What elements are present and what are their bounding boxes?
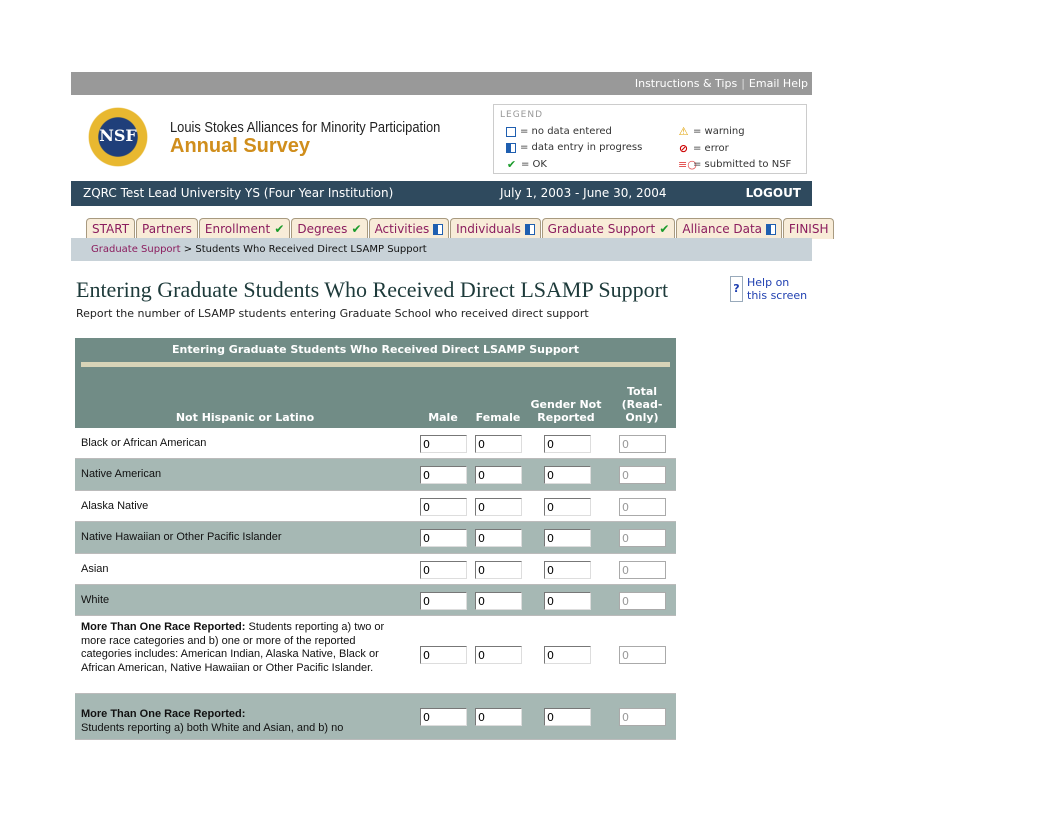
tab-label: FINISH <box>788 222 829 236</box>
breadcrumb-parent-link[interactable]: Graduate Support <box>91 244 181 255</box>
column-header: Total (Read-Only) <box>621 385 663 424</box>
help-link[interactable] <box>730 276 809 302</box>
tab-label: Degrees <box>297 222 348 236</box>
tab-label: Activities <box>374 222 430 236</box>
total-input <box>619 592 666 610</box>
help-icon: ? <box>730 276 743 302</box>
female-input[interactable] <box>475 466 522 484</box>
section-tabs <box>86 218 835 239</box>
male-input[interactable] <box>420 435 467 453</box>
tab-alliance-data[interactable] <box>676 218 781 239</box>
warning-icon: ⚠ <box>678 125 689 138</box>
table-row <box>75 428 676 459</box>
reporting-period: July 1, 2003 - June 30, 2004 <box>500 186 667 200</box>
row-label-text: Alaska Native <box>81 500 149 512</box>
legend-label: = error <box>693 143 729 154</box>
female-input[interactable] <box>475 498 522 516</box>
total-input <box>619 435 666 453</box>
female-input[interactable] <box>475 529 522 547</box>
breadcrumb-current: Students Who Received Direct LSAMP Support <box>195 244 427 255</box>
male-input[interactable] <box>420 646 467 664</box>
male-input[interactable] <box>420 708 467 726</box>
help-label[interactable]: Help on this screen <box>747 276 808 302</box>
female-input[interactable] <box>475 646 522 664</box>
in-progress-icon <box>433 224 443 235</box>
row-label <box>81 500 403 514</box>
total-input <box>619 708 666 726</box>
total-input <box>619 498 666 516</box>
program-title: Louis Stokes Alliances for Minority Participation <box>170 119 441 136</box>
data-table <box>75 338 676 740</box>
row-label-text: Native American <box>81 468 162 480</box>
header <box>71 95 812 181</box>
gender-not-reported-input[interactable] <box>544 466 591 484</box>
empty-box-icon <box>506 127 516 137</box>
half-box-icon <box>506 143 516 153</box>
tab-label: Individuals <box>456 222 521 236</box>
tab-finish[interactable] <box>783 218 835 239</box>
column-header: Female <box>475 411 521 424</box>
legend-label: = submitted to NSF <box>693 159 792 170</box>
gender-not-reported-input[interactable] <box>544 435 591 453</box>
nsf-logo <box>84 103 152 171</box>
tab-enrollment[interactable] <box>199 218 290 239</box>
gender-not-reported-input[interactable] <box>544 592 591 610</box>
institution-bar <box>71 181 812 206</box>
total-input <box>619 466 666 484</box>
table-row <box>75 585 676 616</box>
table-row <box>75 459 676 491</box>
female-input[interactable] <box>475 435 522 453</box>
row-label-text: Students reporting a) both White and Asian, and b) no <box>81 721 344 734</box>
row-label-text: Native Hawaiian or Other Pacific Islander <box>81 531 282 543</box>
survey-title: Annual Survey <box>170 135 311 157</box>
check-icon: ✔ <box>270 222 285 236</box>
row-label <box>81 563 403 577</box>
logo-text: NSF <box>99 126 137 145</box>
in-progress-icon <box>525 224 535 235</box>
row-label-text: Students reporting a) two or more race categories and b) one or more of the reported categories includes: American Indian, Alaska Native, Black or African American, Native Hawaiian or Other Pacific Islander. <box>81 621 385 674</box>
gender-not-reported-input[interactable] <box>544 498 591 516</box>
legend-label: = warning <box>693 126 745 137</box>
row-label <box>81 531 403 545</box>
email-help-link[interactable]: Email Help <box>748 77 808 90</box>
row-label <box>81 594 403 608</box>
in-progress-icon <box>766 224 776 235</box>
legend-label: = data entry in progress <box>520 142 643 153</box>
total-input <box>619 529 666 547</box>
male-input[interactable] <box>420 466 467 484</box>
logout-button[interactable]: LOGOUT <box>745 186 801 200</box>
page-title: Entering Graduate Students Who Received Direct LSAMP Support <box>76 277 669 302</box>
tab-graduate-support[interactable] <box>542 218 676 239</box>
table-row <box>75 554 676 585</box>
tab-label: START <box>92 222 130 236</box>
legend-label: = OK <box>521 159 547 170</box>
row-label-bold: More Than One Race Reported: <box>81 708 246 720</box>
tab-start[interactable] <box>86 218 135 239</box>
gender-not-reported-input[interactable] <box>544 708 591 726</box>
check-icon: ✔ <box>506 158 517 171</box>
total-input <box>619 561 666 579</box>
male-input[interactable] <box>420 561 467 579</box>
male-input[interactable] <box>420 592 467 610</box>
tab-label: Graduate Support <box>547 222 656 236</box>
tab-activities[interactable] <box>369 218 450 239</box>
tab-label: Partners <box>142 222 192 236</box>
table-row <box>75 491 676 522</box>
table-row <box>75 522 676 554</box>
divider: | <box>741 77 745 90</box>
male-input[interactable] <box>420 529 467 547</box>
table-title: Entering Graduate Students Who Received Direct LSAMP Support <box>75 338 676 362</box>
row-label <box>81 621 403 675</box>
row-label <box>81 708 403 735</box>
page-description: Report the number of LSAMP students entering Graduate School who received direct support <box>76 307 589 320</box>
female-input[interactable] <box>475 708 522 726</box>
male-input[interactable] <box>420 498 467 516</box>
female-input[interactable] <box>475 592 522 610</box>
row-label <box>81 468 403 482</box>
female-input[interactable] <box>475 561 522 579</box>
gender-not-reported-input[interactable] <box>544 529 591 547</box>
instructions-link[interactable]: Instructions & Tips <box>634 77 738 90</box>
row-label-text: Asian <box>81 563 109 575</box>
tab-degrees[interactable] <box>291 218 367 239</box>
legend <box>493 104 807 174</box>
table-row <box>75 694 676 740</box>
legend-label: = no data entered <box>520 126 612 137</box>
legend-title: LEGEND <box>500 110 544 120</box>
breadcrumb-separator: > <box>180 244 196 255</box>
top-links-bar <box>71 72 812 95</box>
column-header: Male <box>428 411 458 424</box>
row-label-text: White <box>81 594 110 606</box>
tab-individuals[interactable] <box>450 218 541 239</box>
error-icon: ⊘ <box>678 142 689 155</box>
tab-label: Alliance Data <box>682 222 763 236</box>
gender-not-reported-input[interactable] <box>544 561 591 579</box>
row-label-text: Black or African American <box>81 437 207 449</box>
gender-not-reported-input[interactable] <box>544 646 591 664</box>
table-header <box>75 368 676 428</box>
row-label-bold: More Than One Race Reported: <box>81 621 246 633</box>
check-icon: ✔ <box>655 222 670 236</box>
row-label <box>81 437 403 451</box>
tab-partners[interactable] <box>136 218 198 239</box>
table-row <box>75 616 676 694</box>
column-header: Gender Not Reported <box>530 398 602 424</box>
submitted-icon: ≡○ <box>678 158 697 171</box>
total-input <box>619 646 666 664</box>
institution-name: ZQRC Test Lead University YS (Four Year Institution) <box>83 186 394 200</box>
check-icon: ✔ <box>347 222 362 236</box>
tab-label: Enrollment <box>204 222 271 236</box>
column-header: Not Hispanic or Latino <box>175 411 315 424</box>
breadcrumb <box>71 238 812 261</box>
